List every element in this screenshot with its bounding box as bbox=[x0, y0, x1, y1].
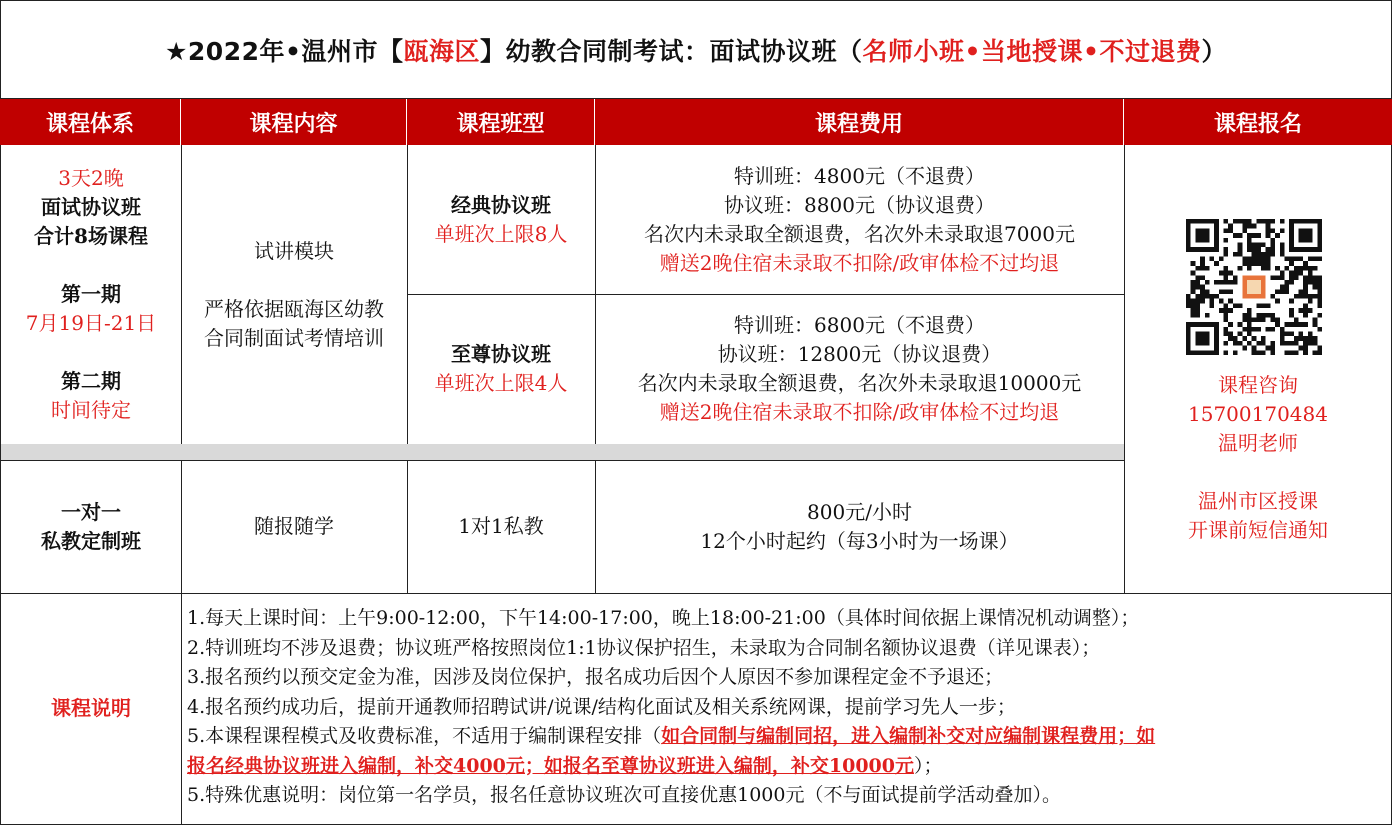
phone-number[interactable]: 15700170484 bbox=[1188, 401, 1328, 426]
private-name-cell: 一对一 私教定制班 bbox=[0, 460, 182, 594]
private-content-cell: 随报随学 bbox=[181, 460, 408, 594]
fee-premium-cell: 特训班：6800元（不退费） 协议班：12800元（协议退费） 名次内未录取全额退费，名次外未录取退10000元 赠送2晚住宿未录取不扣除/政审体检不过均退 bbox=[595, 294, 1125, 445]
header-content: 课程内容 bbox=[181, 99, 407, 145]
header-signup: 课程报名 bbox=[1124, 99, 1392, 145]
class-classic-cell: 经典协议班 单班次上限8人 bbox=[407, 145, 596, 295]
class-premium-cell: 至尊协议班 单班次上限4人 bbox=[407, 294, 596, 445]
private-type-cell: 1对1私教 bbox=[407, 460, 596, 594]
notes-label-cell: 课程说明 bbox=[0, 593, 182, 825]
note-item: 5.特殊优惠说明：岗位第一名学员，报名任意协议班次可直接优惠1000元（不与面试提前学活动叠加）。 bbox=[187, 784, 1061, 806]
header-fee: 课程费用 bbox=[595, 99, 1124, 145]
notes-list bbox=[181, 604, 1392, 825]
course-system-cell: 3天2晚 面试协议班 合计8场课程 第一期 7月19日-21日 第二期 时间待定 bbox=[0, 145, 182, 445]
note-item: 4.报名预约成功后，提前开通教师招聘试讲/说课/结构化面试及相关系统网课，提前学习先人一步； bbox=[187, 695, 1016, 718]
row-divider bbox=[0, 444, 1125, 461]
qr-code-icon[interactable] bbox=[1186, 219, 1322, 359]
signup-cell bbox=[1124, 145, 1392, 594]
note-item: 3.报名预约以预交定金为准，因涉及岗位保护，报名成功后因个人原因不参加课程定金不予退还； bbox=[187, 666, 1004, 688]
header-type: 课程班型 bbox=[407, 99, 595, 145]
page-title: ★2022年•温州市【 瓯海区 】幼教合同制考试：面试协议班（ 名师小班•当地授课•不过退费 ） bbox=[0, 0, 1392, 99]
note-item: 报名经典协议班进入编制，补交4000元；如报名至尊协议班进入编制，补交10000元）； bbox=[187, 754, 943, 777]
signup-note: 温州市区授课 开课前短信通知 bbox=[1188, 489, 1328, 542]
note-item: 1.每天上课时间：上午9:00-12:00，下午14:00-17:00，晚上18:00-21:00（具体时间依据上课情况机动调整）； bbox=[187, 607, 1140, 629]
course-content-cell: 试讲模块 严格依据瓯海区幼教 合同制面试考情培训 bbox=[181, 145, 408, 445]
header-system: 课程体系 bbox=[0, 99, 181, 145]
note-item: 5.本课程课程模式及收费标准，不适用于编制课程安排（如合同制与编制同招，进入编制补交对应编制课程费用；如 bbox=[187, 725, 1156, 747]
private-fee-cell: 800元/小时 12个小时起约（每3小时为一场课） bbox=[595, 460, 1125, 594]
signup-contact: 课程咨询 15700170484 温明老师 bbox=[1188, 372, 1328, 455]
fee-classic-cell: 特训班：4800元（不退费） 协议班：8800元（协议退费） 名次内未录取全额退费，名次外未录取退7000元 赠送2晚住宿未录取不扣除/政审体检不过均退 bbox=[595, 145, 1125, 295]
note-item: 2.特训班均不涉及退费；协议班严格按照岗位1:1协议保护招生，未录取为合同制名额协议退费（详见课表）； bbox=[187, 636, 1101, 659]
